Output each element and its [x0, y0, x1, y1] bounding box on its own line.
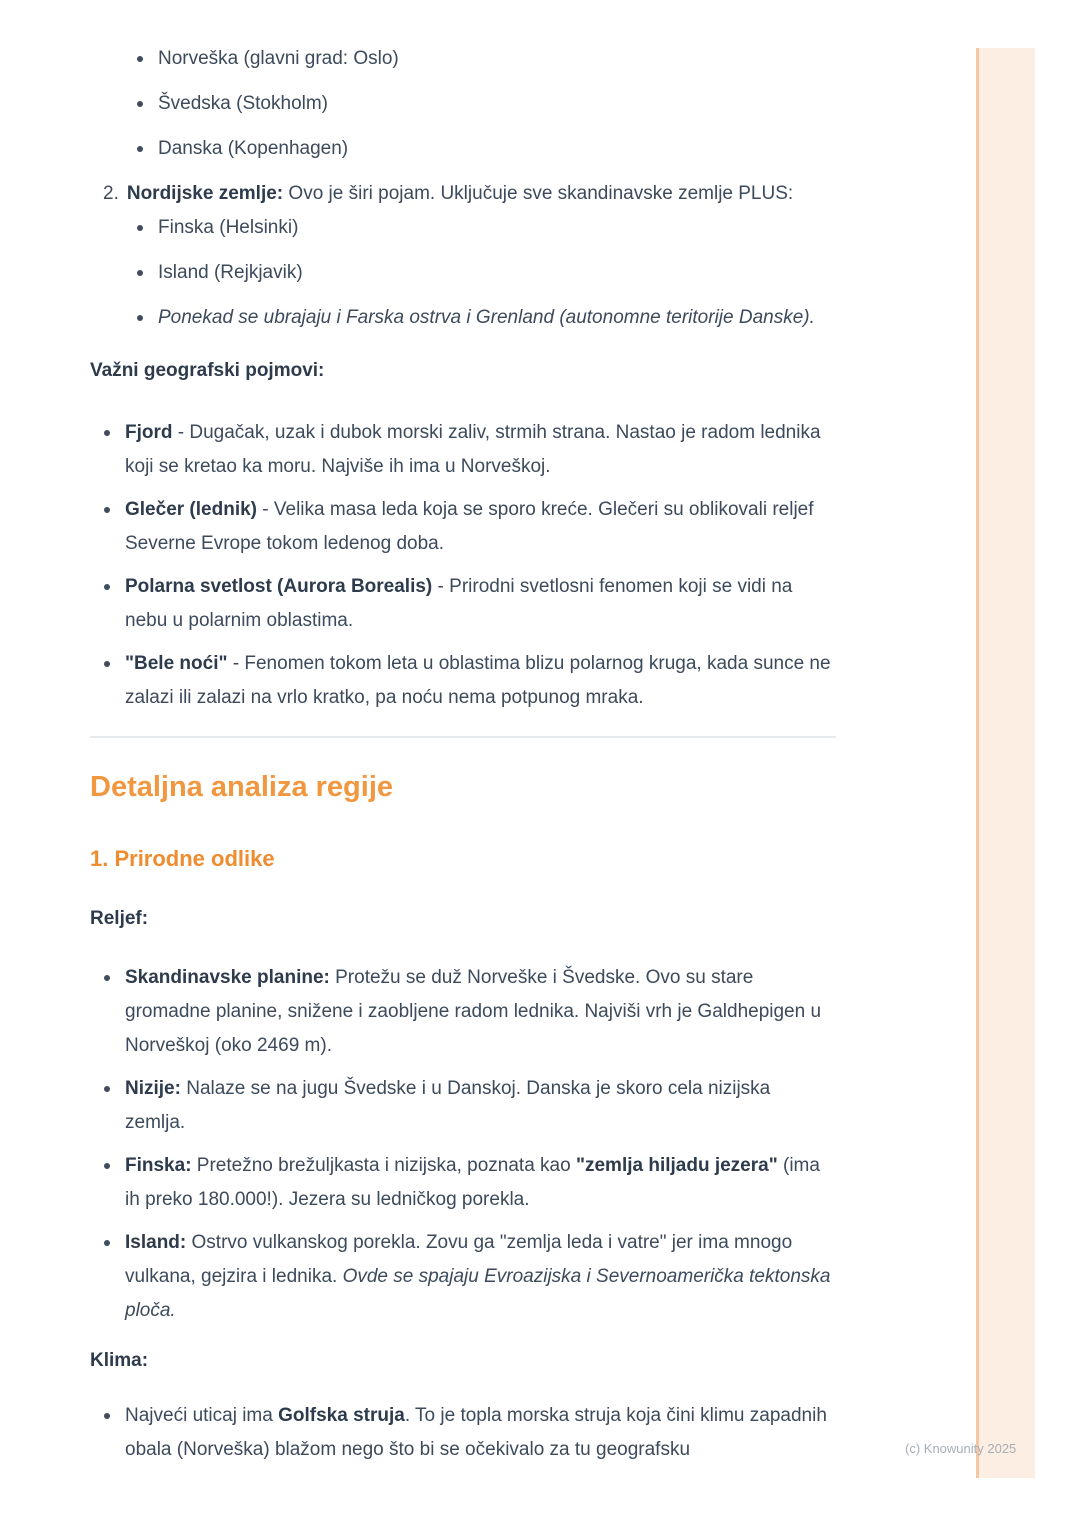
list-item [90, 493, 834, 561]
list-item [90, 647, 834, 715]
section-title: Detaljna analiza regije [90, 771, 394, 803]
page-edge-stripe [976, 48, 1035, 1478]
list-item [90, 416, 834, 484]
scandinavian-countries-list [90, 42, 834, 166]
nordic-countries-numbered-item [90, 177, 834, 211]
list-item [90, 256, 834, 290]
list-item [90, 211, 834, 245]
list-item-text: Glečer (lednik) - Velika masa leda koja se sporo kreće. Glečeri su oblikovali reljef Severne Evrope tokom ledenog doba. [125, 499, 814, 554]
document-content [90, 0, 834, 1476]
list-item-text: Polarna svetlost (Aurora Borealis) - Prirodni svetlosni fenomen koji se vidi na nebu u polarnim oblastima. [125, 576, 793, 631]
list-item [90, 42, 834, 76]
list-item-text: Najveći uticaj ima Golfska struja. To je topla morska struja koja čini klimu zapadnih obala (Norveška) blažom nego što bi se očekivalo za tu geografsku [125, 1405, 827, 1460]
list-item-text: Finska (Helsinki) [158, 217, 299, 238]
list-item-text: Nordijske zemlje: Ovo je širi pojam. Uključuje sve skandinavske zemlje PLUS: [126, 183, 794, 204]
list-item-text: Skandinavske planine: Protežu se duž Norveške i Švedske. Ovo su stare gromadne planine, snižene i zaobljene radom lednika. Najviši vrh je Galdhepigen u Norveškoj (oko 2469 m). [125, 967, 822, 1056]
list-item [90, 301, 834, 335]
list-item-text: Danska (Kopenhagen) [158, 138, 349, 159]
list-item [90, 1072, 834, 1140]
climate-heading: Klima: [90, 1350, 149, 1371]
nordic-countries-list [90, 211, 834, 335]
list-item-text: Švedska (Stokholm) [158, 93, 329, 114]
list-item [90, 570, 834, 638]
list-item [90, 132, 834, 166]
relief-list [90, 961, 834, 1328]
list-item [90, 961, 834, 1063]
list-item [90, 1149, 834, 1217]
list-item-text: Fjord - Dugačak, uzak i dubok morski zaliv, strmih strana. Nastao je radom lednika koji se kretao ka moru. Najviše ih ima u Norveškoj. [125, 422, 821, 477]
list-item [90, 87, 834, 121]
list-item [90, 1399, 834, 1467]
section-divider [90, 736, 836, 738]
list-item-text: Norveška (glavni grad: Oslo) [158, 48, 399, 69]
watermark: (c) Knowunity 2025 [905, 1441, 1017, 1456]
subsection-title: 1. Prirodne odlike [90, 846, 275, 871]
list-item-text: Finska: Pretežno brežuljkasta i nizijska, poznata kao "zemlja hiljadu jezera" (ima ih preko 180.000!). Jezera su ledničkog porekla. [125, 1155, 820, 1210]
climate-list [90, 1399, 834, 1467]
list-item-text: "Bele noći" - Fenomen tokom leta u oblastima blizu polarnog kruga, kada sunce ne zalazi ili zalazi na vrlo kratko, pa noću nema potpunog mraka. [125, 653, 831, 708]
list-item-text: Island (Rejkjavik) [158, 262, 303, 283]
list-number: 2. [103, 183, 119, 204]
list-item [90, 1226, 834, 1328]
list-item-text: Ponekad se ubrajaju i Farska ostrva i Grenland (autonomne teritorije Danske). [158, 307, 815, 328]
geo-terms-heading: Važni geografski pojmovi: [90, 360, 325, 381]
list-item-text: Island: Ostrvo vulkanskog porekla. Zovu ga "zemlja leda i vatre" jer ima mnogo vulkana, gejzira i lednika. Ovde se spajaju Evroazijska i Severnoamerička tektonska ploča. [125, 1232, 831, 1321]
relief-heading: Reljef: [90, 908, 149, 929]
list-item-text: Nizije: Nalaze se na jugu Švedske i u Danskoj. Danska je skoro cela nizijska zemlja. [125, 1078, 771, 1133]
geo-terms-list [90, 416, 834, 715]
